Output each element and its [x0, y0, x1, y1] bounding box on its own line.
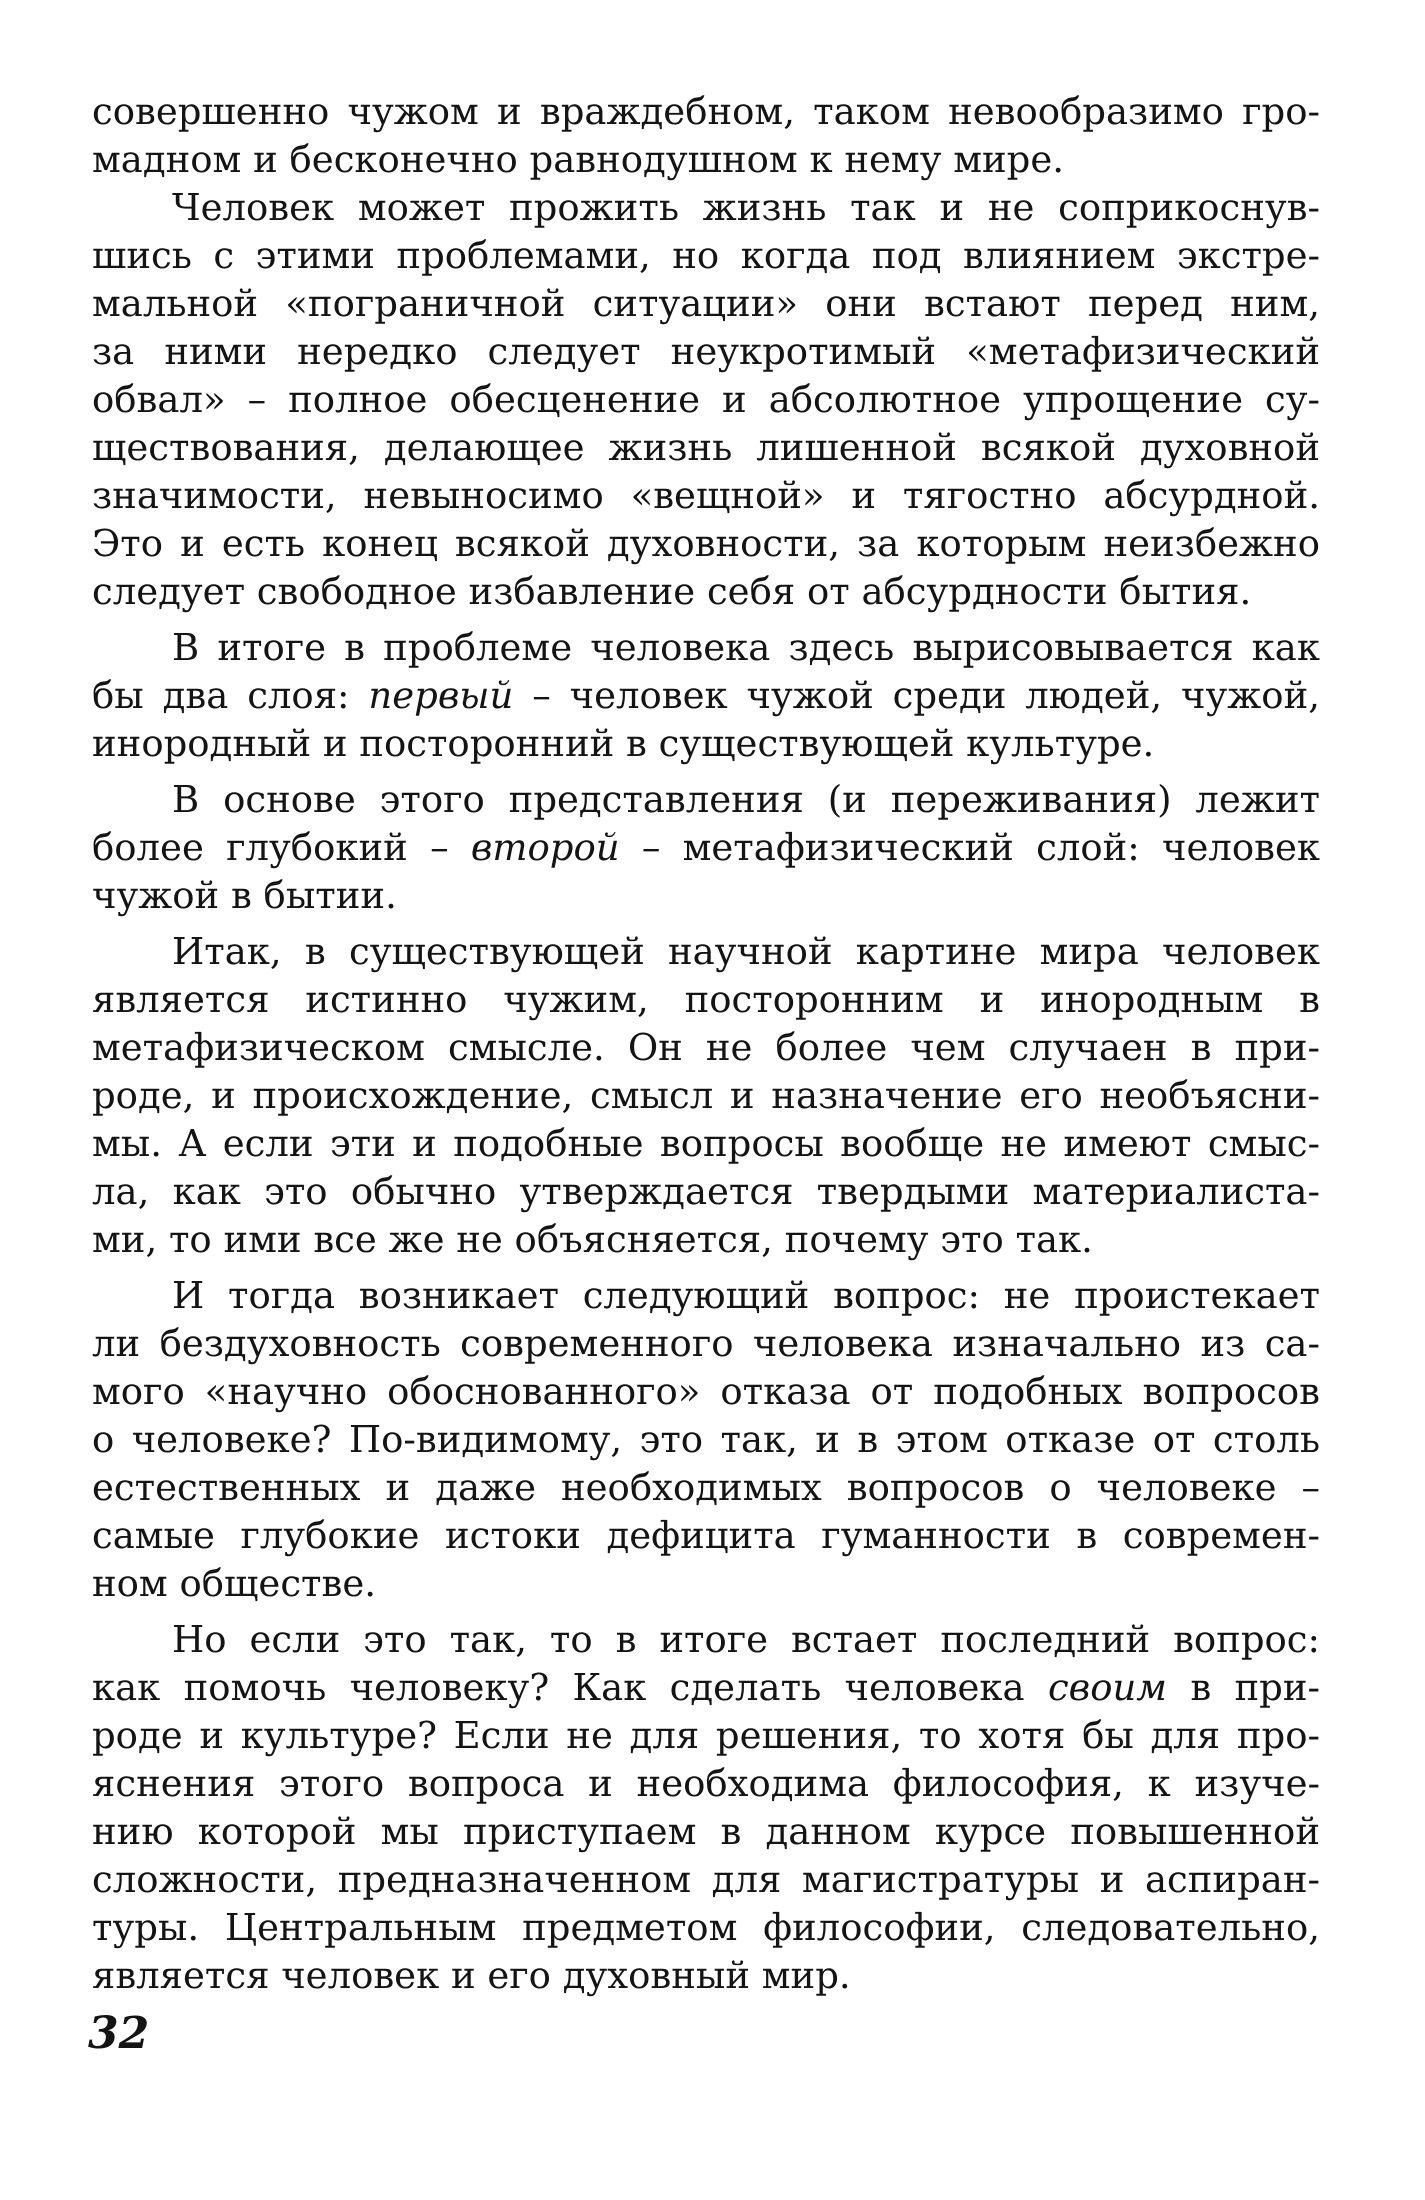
text-line: естественных и даже необходимых вопросов о человеке –	[92, 1466, 1320, 1509]
text-line: ществования, делающее жизнь лишенной всякой духовной	[92, 426, 1320, 469]
paragraph	[92, 1272, 1320, 1608]
italic-term: своим	[1047, 1666, 1167, 1709]
text-line: за ними нередко следует неукротимый «метафизический	[92, 330, 1320, 373]
text-line: И тогда возникает следующий вопрос: не проистекает	[172, 1274, 1320, 1317]
paragraph	[92, 1616, 1320, 2000]
text-line: мальной «пограничной ситуации» они встают перед ним,	[92, 282, 1320, 325]
text-line: чужой в бытии.	[92, 874, 397, 917]
text-line: обвал» – полное обесценение и абсолютное упрощение су-	[92, 378, 1320, 421]
text-line: самые глубокие истоки дефицита гуманности в современ-	[92, 1514, 1320, 1557]
text-line: более глубокий – второй – метафизический слой: человек	[92, 826, 1320, 869]
italic-term: первый	[368, 674, 514, 717]
text-line: В итоге в проблеме человека здесь вырисовывается как	[172, 626, 1320, 669]
text-line: сложности, предназначенном для магистратуры и аспиран-	[92, 1858, 1320, 1901]
text-line: мадном и бесконечно равнодушном к нему мире.	[92, 138, 1065, 181]
text-line: В основе этого представления (и переживания) лежит	[172, 778, 1320, 821]
text-line: роде, и происхождение, смысл и назначение его необъясни-	[92, 1074, 1320, 1117]
text-line: инородный и посторонний в существующей культуре.	[92, 722, 1155, 765]
paragraph	[92, 928, 1320, 1264]
text-line: метафизическом смысле. Он не более чем случаен в при-	[92, 1026, 1320, 1069]
text-line: является человек и его духовный мир.	[92, 1954, 851, 1997]
text-line: мого «научно обоснованного» отказа от подобных вопросов	[92, 1370, 1320, 1413]
text-line: бы два слоя: первый – человек чужой среди людей, чужой,	[92, 674, 1320, 717]
text-line: как помочь человеку? Как сделать человека своим в при-	[92, 1666, 1320, 1709]
text-line: ла, как это обычно утверждается твердыми материалиста-	[92, 1170, 1320, 1213]
text-line: яснения этого вопроса и необходима философия, к изуче-	[92, 1762, 1320, 1805]
italic-term: второй	[470, 826, 620, 869]
text-line: совершенно чужом и враждебном, таком невообразимо гро-	[92, 90, 1320, 133]
text-line: о человеке? По-видимому, это так, и в этом отказе от столь	[92, 1418, 1320, 1461]
text-line: Но если это так, то в итоге встает последний вопрос:	[172, 1618, 1320, 1661]
text-line: ми, то ими все же не объясняется, почему это так.	[92, 1218, 1093, 1261]
paragraph	[92, 624, 1320, 768]
paragraph	[92, 776, 1320, 920]
text-line: Итак, в существующей научной картине мира человек	[172, 930, 1320, 973]
text-line: роде и культуре? Если не для решения, то хотя бы для про-	[92, 1714, 1320, 1757]
paragraph	[92, 184, 1320, 616]
text-line: туры. Центральным предметом философии, следовательно,	[92, 1906, 1320, 1949]
text-line: шись с этими проблемами, но когда под влиянием экстре-	[92, 234, 1320, 277]
text-line: ном обществе.	[92, 1562, 377, 1605]
text-line: ли бездуховность современного человека изначально из са-	[92, 1322, 1320, 1365]
page-number: 32	[88, 2008, 150, 2059]
page-body	[92, 88, 1320, 2000]
paragraph	[92, 88, 1320, 184]
text-line: нию которой мы приступаем в данном курсе повышенной	[92, 1810, 1320, 1853]
text-line: следует свободное избавление себя от абсурдности бытия.	[92, 570, 1252, 613]
text-line: значимости, невыносимо «вещной» и тягостно абсурдной.	[92, 474, 1320, 517]
text-line: Человек может прожить жизнь так и не соприкоснув-	[172, 186, 1320, 229]
text-line: мы. А если эти и подобные вопросы вообще не имеют смыс-	[92, 1122, 1320, 1165]
text-line: Это и есть конец всякой духовности, за которым неизбежно	[92, 522, 1320, 565]
text-line: является истинно чужим, посторонним и инородным в	[92, 978, 1320, 1021]
